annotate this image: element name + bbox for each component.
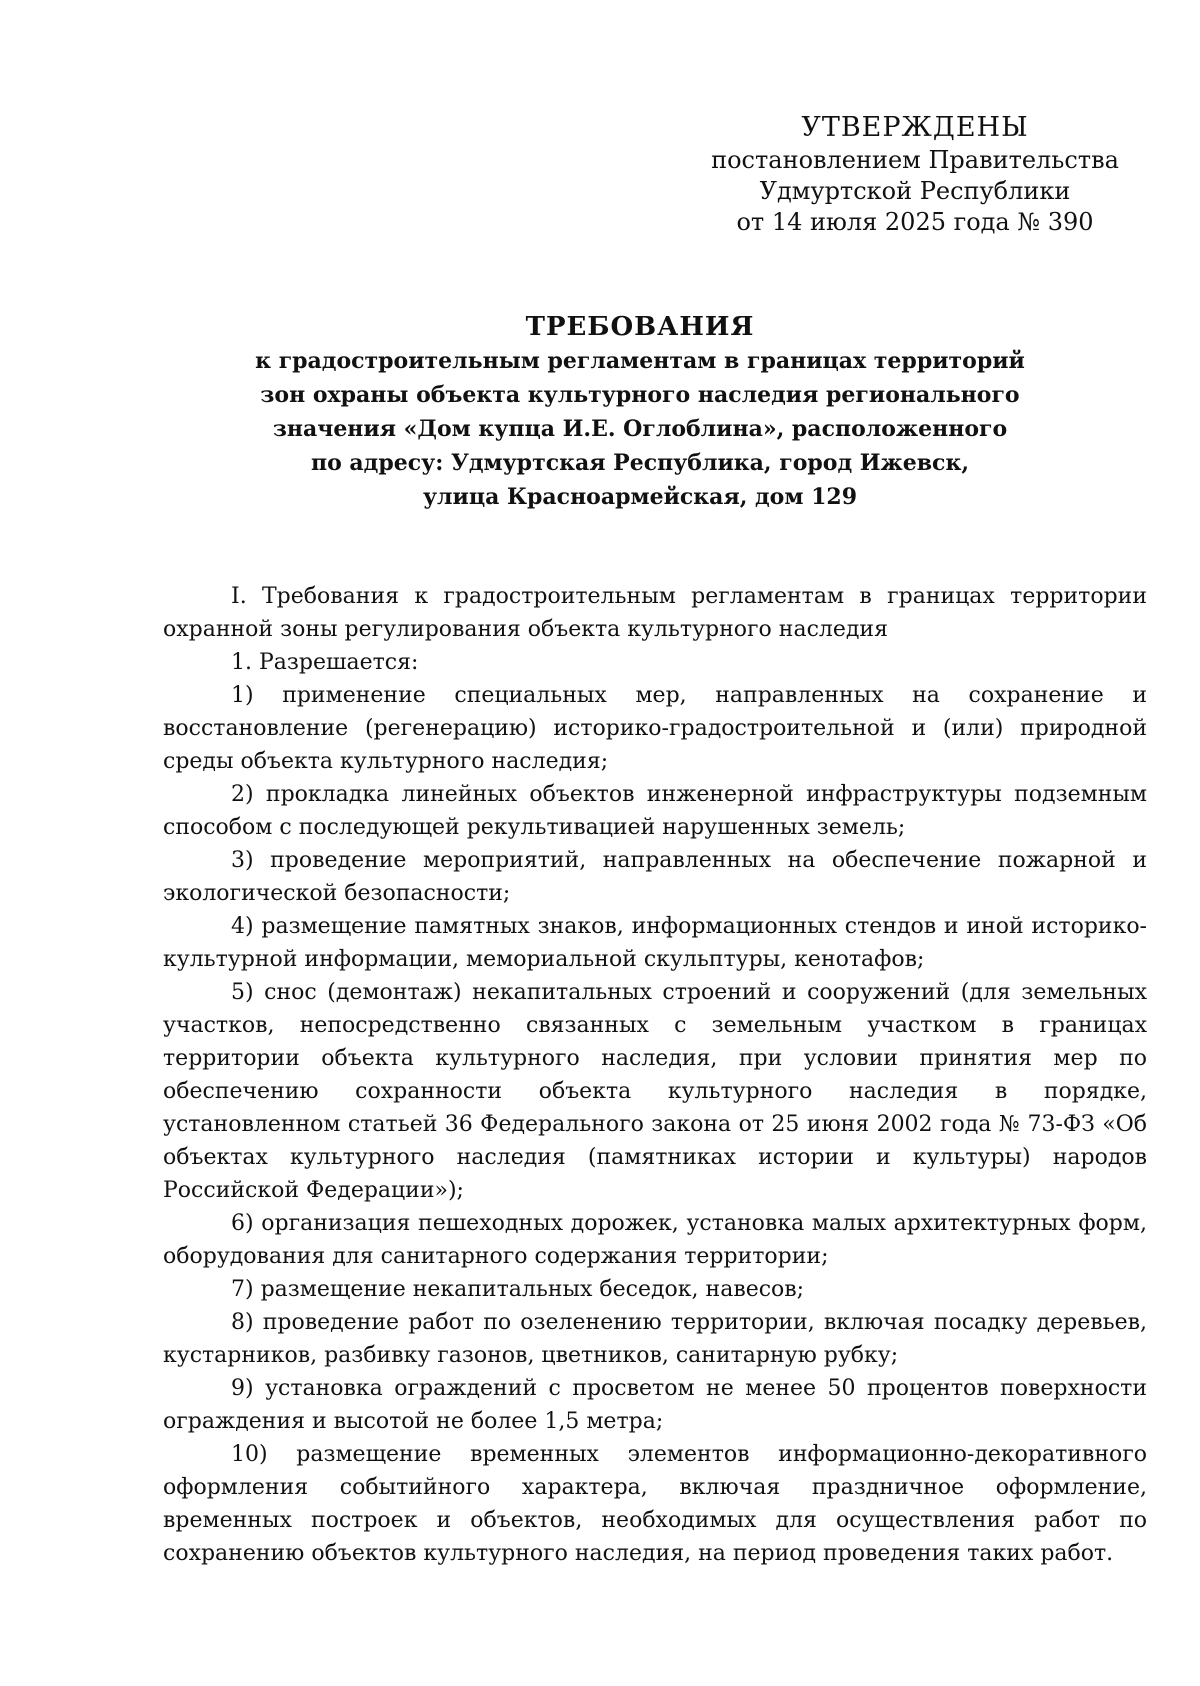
list-item: 7) размещение некапитальных беседок, навесов; (231, 1277, 805, 1302)
list-item: 5) снос (демонтаж) некапитальных строений и сооружений (для земельных участков, непосредственно связанных с земельным участком в границах территории объекта культурного наследия, при условии принятия мер по обеспечению сохранности объекта культурного наследия в порядке, установленном статьей 36 Федерального закона от 25 июня 2002 года № 73-ФЗ «Об объектах культурного наследия (памятниках истории и культуры) народов Российской Федерации»); (163, 980, 1147, 1203)
section-heading: I. Требования к градостроительным регламентам в границах территории охранной зоны регулирования объекта культурного наследия (163, 584, 1147, 642)
list-item: 4) размещение памятных знаков, информационных стендов и иной историко-культурной информации, мемориальной скульптуры, кенотафов; (163, 914, 1147, 972)
title-line-4: по адресу: Удмуртская Республика, город Ижевск, (310, 450, 969, 476)
approved-label: УТВЕРЖДЕНЫ (801, 112, 1029, 143)
approval-line-1: постановлением Правительства (711, 146, 1119, 174)
list-item: 8) проведение работ по озеленению территории, включая посадку деревьев, кустарников, разбивку газонов, цветников, санитарную рубку; (163, 1310, 1147, 1368)
approval-line-3: от 14 июля 2025 года № 390 (736, 208, 1094, 236)
document-body (163, 580, 1147, 1570)
list-item: 9) установка ограждений с просветом не менее 50 процентов поверхности ограждения и высотой не более 1,5 метра; (163, 1376, 1147, 1434)
title-line-5: улица Красноармейская, дом 129 (422, 484, 858, 510)
approval-line-2: Удмуртской Республики (759, 177, 1071, 205)
approval-stamp-block (700, 112, 1130, 238)
list-item: 2) прокладка линейных объектов инженерной инфраструктуры подземным способом с последующей рекультивацией нарушенных земель; (163, 782, 1147, 840)
title-line-3: значения «Дом купца И.Е. Оглоблина», расположенного (272, 416, 1008, 442)
list-item: 3) проведение мероприятий, направленных на обеспечение пожарной и экологической безопасности; (163, 848, 1147, 906)
title-line-1: к градостроительным регламентам в границах территорий (255, 348, 1025, 374)
document-title-block (170, 310, 1110, 514)
list-item: 10) размещение временных элементов информационно-декоративного оформления событийного характера, включая праздничное оформление, временных построек и объектов, необходимых для осуществления работ по сохранению объектов культурного наследия, на период проведения таких работ. (163, 1442, 1147, 1566)
clause-1: 1. Разрешается: (231, 650, 419, 675)
list-item: 6) организация пешеходных дорожек, установка малых архитектурных форм, оборудования для санитарного содержания территории; (163, 1211, 1147, 1269)
list-item: 1) применение специальных мер, направленных на сохранение и восстановление (регенерацию) историко-градостроительной и (или) природной среды объекта культурного наследия; (163, 683, 1147, 774)
title-line-2: зон охраны объекта культурного наследия регионального (260, 382, 1020, 408)
document-title: ТРЕБОВАНИЯ (525, 312, 755, 342)
